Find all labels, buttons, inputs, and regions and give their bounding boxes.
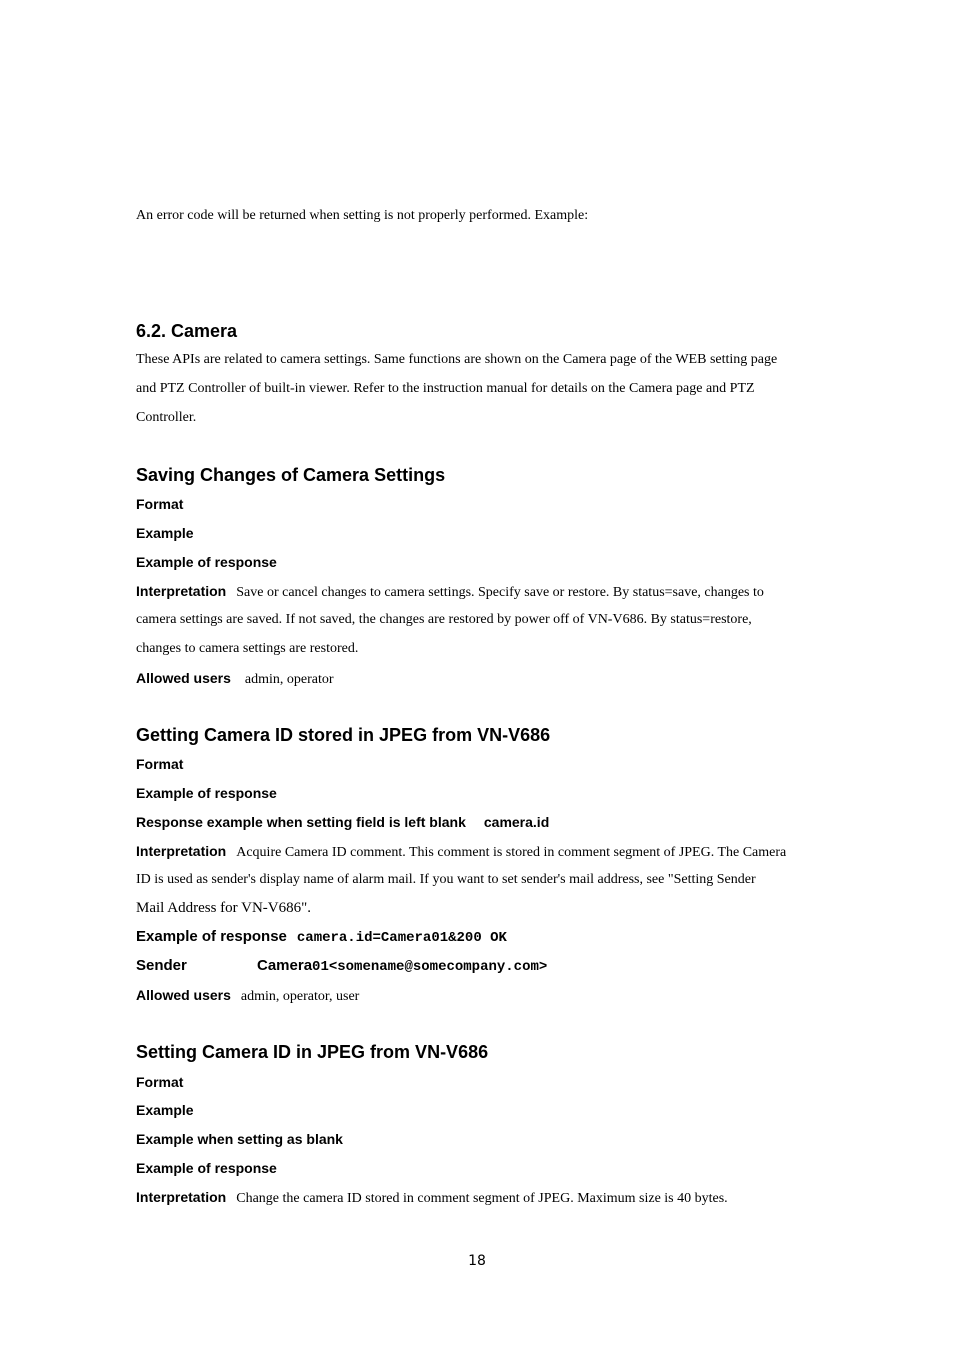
setting-example-response-label: Example of response [136,1160,277,1176]
getting-ex-response-label: Example of response [136,928,287,945]
saving-interpretation-text: Save or cancel changes to camera settings. Specify save or restore. By status=save, changes to [236,585,764,600]
section-desc-line-2: and PTZ Controller of built-in viewer. Refer to the instruction manual for details on the Camera page and PTZ [136,381,755,396]
saving-example-response-label: Example of response [136,554,277,570]
getting-heading: Getting Camera ID stored in JPEG from VN-V686 [136,725,551,745]
getting-sender [136,957,547,975]
getting-example-response-label: Example of response [136,785,277,801]
getting-sender-label: Sender [136,957,187,974]
section-title: 6.2. Camera [136,321,238,341]
getting-blank-response [136,814,549,832]
getting-blank-label: Response example when setting field is left blank [136,814,466,830]
saving-allowed-users [136,670,334,688]
section-desc-line-3: Controller. [136,410,197,425]
setting-interpretation-text: Change the camera ID stored in comment segment of JPEG. Maximum size is 40 bytes. [236,1191,728,1206]
setting-format-label: Format [136,1074,184,1090]
getting-interpretation [136,843,786,861]
getting-allowed-value: admin, operator, user [240,989,360,1004]
setting-blank-label: Example when setting as blank [136,1131,343,1147]
setting-interpretation [136,1189,728,1207]
setting-example-label: Example [136,1102,194,1118]
getting-allowed-label: Allowed users [136,987,231,1003]
saving-interpretation [136,583,764,601]
getting-blank-value: camera.id [483,814,550,830]
saving-interpretation-label: Interpretation [136,583,227,599]
getting-interp-line-3: Mail Address for VN-V686". [136,900,311,916]
error-note: An error code will be returned when setting is not properly performed. Example: [136,208,589,223]
setting-heading: Setting Camera ID in JPEG from VN-V686 [136,1042,489,1062]
saving-interp-line-2: camera settings are saved. If not saved, the changes are restored by power off of VN-V686. By status=restore, [136,612,752,627]
getting-interp-line-2: ID is used as sender's display name of alarm mail. If you want to set sender's mail address, see "Setting Sender [136,872,756,887]
getting-interpretation-label: Interpretation [136,843,227,859]
page-number: 18 [468,1253,486,1269]
getting-sender-value: 01<somename@somecompany.com> [312,959,548,975]
setting-interpretation-label: Interpretation [136,1189,227,1205]
getting-sender-name: Camera [257,957,313,974]
saving-allowed-value: admin, operator [244,672,334,687]
saving-heading: Saving Changes of Camera Settings [136,465,446,485]
saving-example-label: Example [136,525,194,541]
getting-ex-response [136,928,507,946]
getting-format-label: Format [136,756,184,772]
saving-interp-line-3: changes to camera settings are restored. [136,641,359,656]
getting-allowed-users [136,987,359,1005]
getting-ex-response-value: camera.id=Camera01&200 OK [296,930,507,946]
saving-allowed-label: Allowed users [136,670,231,686]
getting-interpretation-text: Acquire Camera ID comment. This comment is stored in comment segment of JPEG. The Camera [236,845,787,860]
saving-format-label: Format [136,496,184,512]
section-desc-line-1: These APIs are related to camera settings. Same functions are shown on the Camera page of the WEB setting page [136,352,778,367]
